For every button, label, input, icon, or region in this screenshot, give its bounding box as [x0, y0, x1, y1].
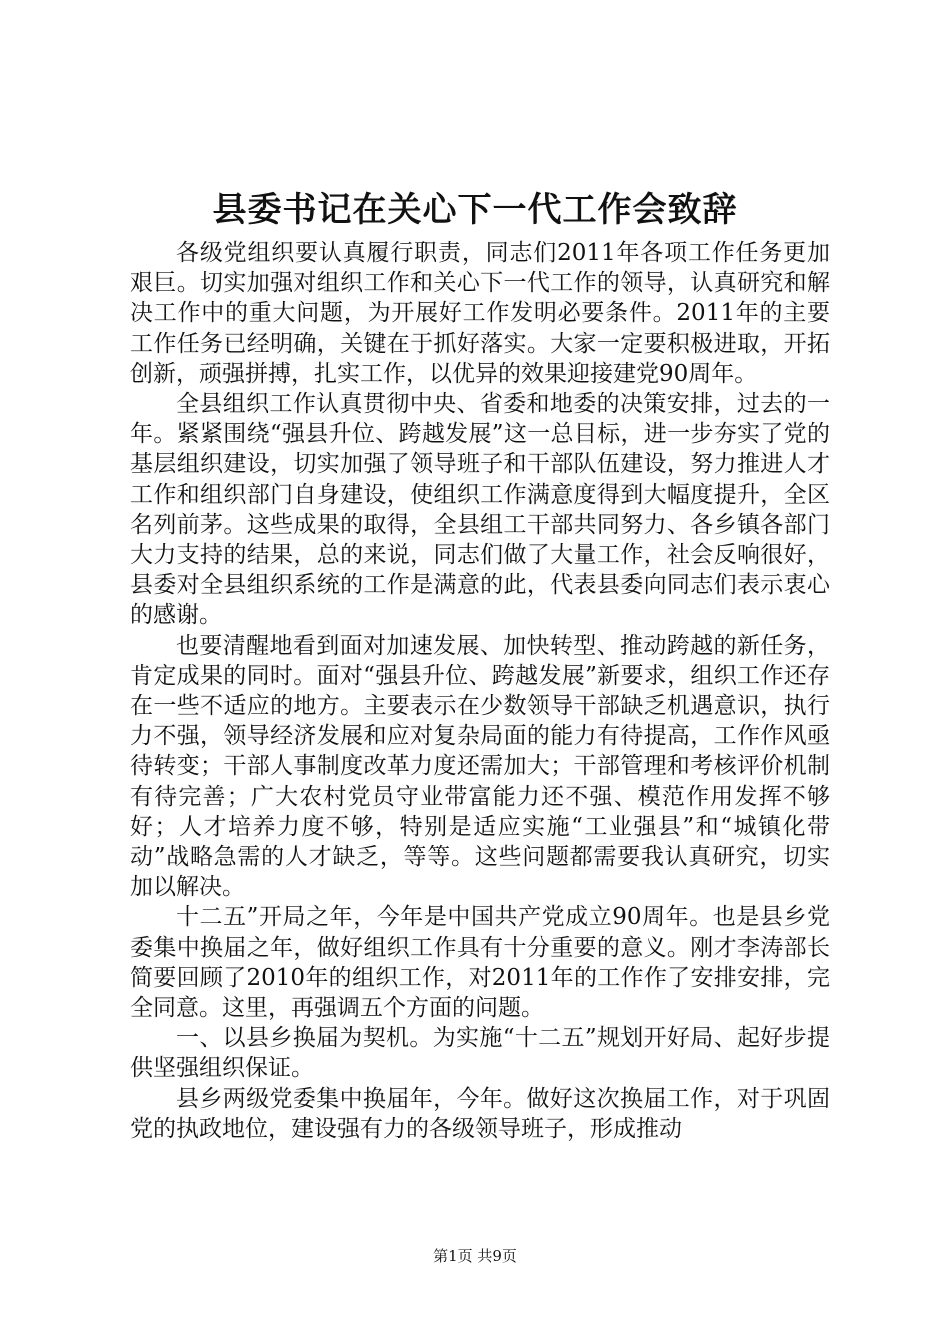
paragraph-6: 县乡两级党委集中换届年，今年。做好这次换届工作，对于巩固党的执政地位，建设强有力的各级领导班子，形成推动 — [130, 1085, 830, 1142]
page-number-footer: 第1页 共9页 — [433, 1247, 517, 1265]
paragraph-5: 一、以县乡换届为契机。为实施“十二五”规划开好局、起好步提供坚强组织保证。 — [130, 1025, 830, 1082]
document-body — [130, 238, 830, 1144]
paragraph-2: 全县组织工作认真贯彻中央、省委和地委的决策安排，过去的一年。紧紧围绕“强县升位、跨越发展”这一总目标，进一步夯实了党的基层组织建设，切实加强了领导班子和干部队伍建设，努力推进人才工作和组织部门自身建设，使组织工作满意度得到大幅度提升，全区名列前茅。这些成果的取得，全县组工干部共同努力、各乡镇各部门大力支持的结果，总的来说，同志们做了大量工作，社会反响很好，县委对全县组织系统的工作是满意的此，代表县委向同志们表示衷心的感谢。 — [130, 391, 830, 629]
paragraph-1: 各级党组织要认真履行职责，同志们2011年各项工作任务更加艰巨。切实加强对组织工作和关心下一代工作的领导，认真研究和解决工作中的重大问题，为开展好工作发明必要条件。2011年的主要工作任务已经明确，关键在于抓好落实。大家一定要积极进取，开拓创新，顽强拼搏，扎实工作，以优异的效果迎接建党90周年。 — [130, 240, 830, 387]
paragraph-3: 也要清醒地看到面对加速发展、加快转型、推动跨越的新任务，肯定成果的同时。面对“强县升位、跨越发展”新要求，组织工作还存在一些不适应的地方。主要表示在少数领导干部缺乏机遇意识，执行力不强，领导经济发展和应对复杂局面的能力有待提高，工作作风亟待转变；干部人事制度改革力度还需加大；干部管理和考核评价机制有待完善；广大农村党员守业带富能力还不强、模范作用发挥不够好；人才培养力度不够，特别是适应实施“工业强县”和“城镇化带动”战略急需的人才缺乏，等等。这些问题都需要我认真研究，切实加以解决。 — [130, 632, 830, 901]
paragraph-4: 十二五”开局之年，今年是中国共产党成立90周年。也是县乡党委集中换届之年，做好组织工作具有十分重要的意义。刚才李涛部长简要回顾了2010年的组织工作，对2011年的工作作了安排安排，完全同意。这里，再强调五个方面的问题。 — [130, 904, 830, 1022]
document-title: 县委书记在关心下一代工作会致辞 — [212, 190, 738, 230]
